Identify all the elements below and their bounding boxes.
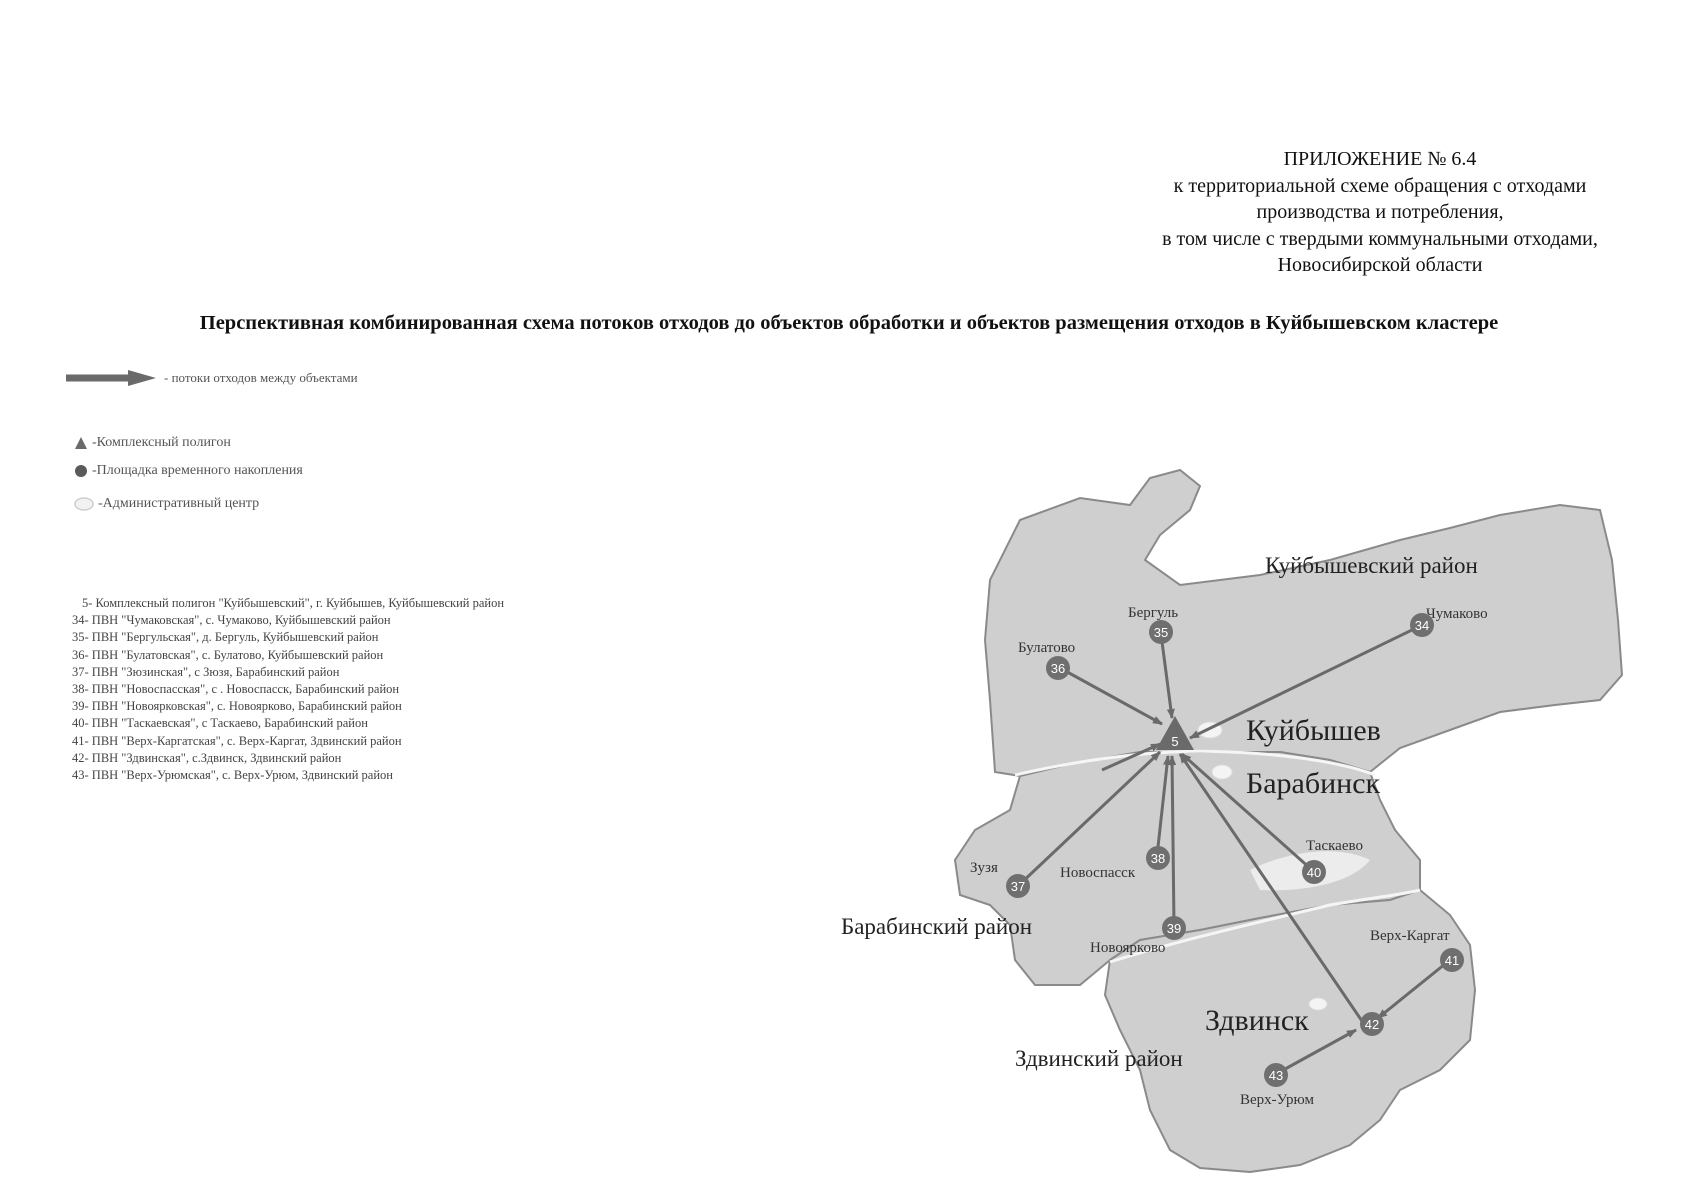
- city-label-zdvinsk: Здвинск: [1205, 1004, 1309, 1037]
- storage-marker-41: [1440, 948, 1464, 972]
- village-label: Верх-Каргат: [1370, 928, 1450, 944]
- city-label-barabinsk: Барабинск: [1246, 767, 1381, 800]
- storage-marker-38: [1146, 846, 1170, 870]
- polygon-number: 5: [1171, 734, 1179, 749]
- facility-item: 36- ПВН "Булатовская", с. Булатово, Куйбышевский район: [72, 647, 384, 662]
- storage-marker-37: [1006, 874, 1030, 898]
- storage-marker-42: [1360, 1012, 1384, 1036]
- facility-item: 38- ПВН "Новоспасская", с . Новоспасск, Барабинский район: [72, 682, 400, 697]
- village-label: Зузя: [970, 860, 998, 876]
- storage-marker-43: [1264, 1063, 1288, 1087]
- village-label: Верх-Урюм: [1240, 1092, 1314, 1108]
- document-title: Перспективная комбинированная схема потоков отходов до объектов обработки и объектов размещения отходов в Куйбышевском кластере: [199, 312, 1499, 334]
- storage-marker-36: [1046, 656, 1070, 680]
- district-label-kuybyshevsky: Куйбышевский район: [1265, 553, 1478, 578]
- facility-item: 41- ПВН "Верх-Каргатская", с. Верх-Каргат, Здвинский район: [72, 733, 402, 748]
- facility-item: 43- ПВН "Верх-Урюмская", с. Верх-Урюм, Здвинский район: [72, 768, 393, 783]
- village-label: Булатово: [1018, 640, 1076, 656]
- village-label: Бергуль: [1128, 605, 1179, 621]
- village-label: Новоярково: [1090, 940, 1166, 956]
- legend-storage-label: -Площадка временного накопления: [92, 463, 303, 478]
- facility-item: 40- ПВН "Таскаевская", с Таскаево, Барабинский район: [72, 716, 368, 731]
- village-label: Чумаково: [1426, 606, 1488, 622]
- svg-text:37: 37: [1010, 879, 1026, 894]
- legend-arrow-label: - потоки отходов между объектами: [164, 370, 358, 385]
- legend-polygon-label: -Комплексный полигон: [92, 435, 231, 450]
- svg-text:43: 43: [1268, 1068, 1284, 1083]
- appendix-number: ПРИЛОЖЕНИЕ № 6.4: [1283, 148, 1477, 170]
- facility-item: 5- Комплексный полигон "Куйбышевский", г. Куйбышев, Куйбышевский район: [82, 596, 505, 610]
- appendix-line: Новосибирской области: [1277, 254, 1483, 276]
- svg-text:34: 34: [1414, 618, 1430, 633]
- facility-item: 37- ПВН "Зюзинская", с Зюзя, Барабинский район: [72, 664, 340, 679]
- city-label-kuybyshev: Куйбышев: [1246, 714, 1381, 747]
- village-label: Новоспасск: [1060, 865, 1136, 881]
- village-label: Таскаево: [1306, 838, 1363, 854]
- flow-arrow: [1172, 756, 1174, 926]
- district-label-barabinsky: Барабинский район: [841, 914, 1033, 939]
- svg-text:41: 41: [1444, 953, 1460, 968]
- facility-item: 35- ПВН "Бергульская", д. Бергуль, Куйбышевский район: [72, 630, 379, 645]
- svg-text:36: 36: [1050, 661, 1066, 676]
- admin-center-zdvinsk: [1309, 998, 1327, 1010]
- storage-marker-35: [1149, 620, 1173, 644]
- appendix-line: в том числе с твердыми коммунальными отходами,: [1162, 227, 1598, 250]
- appendix-line: к территориальной схеме обращения с отходами: [1173, 174, 1587, 197]
- legend-admin-label: -Административный центр: [98, 496, 260, 511]
- svg-text:39: 39: [1166, 921, 1182, 936]
- appendix-line: производства и потребления,: [1256, 201, 1504, 223]
- storage-marker-40: [1302, 860, 1326, 884]
- facility-item: 34- ПВН "Чумаковская", с. Чумаково, Куйбышевский район: [72, 613, 391, 628]
- svg-text:38: 38: [1150, 851, 1166, 866]
- svg-text:40: 40: [1306, 865, 1322, 880]
- facility-item: 42- ПВН "Здвинская", с.Здвинск, Здвинский район: [72, 750, 342, 765]
- admin-center-barabinsk: [1212, 765, 1232, 779]
- svg-text:42: 42: [1364, 1017, 1380, 1032]
- district-label-zdvinsky: Здвинский район: [1015, 1046, 1183, 1071]
- svg-text:35: 35: [1153, 625, 1169, 640]
- storage-marker-39: [1162, 916, 1186, 940]
- facility-item: 39- ПВН "Новоярковская", с. Новоярково, Барабинский район: [72, 699, 402, 714]
